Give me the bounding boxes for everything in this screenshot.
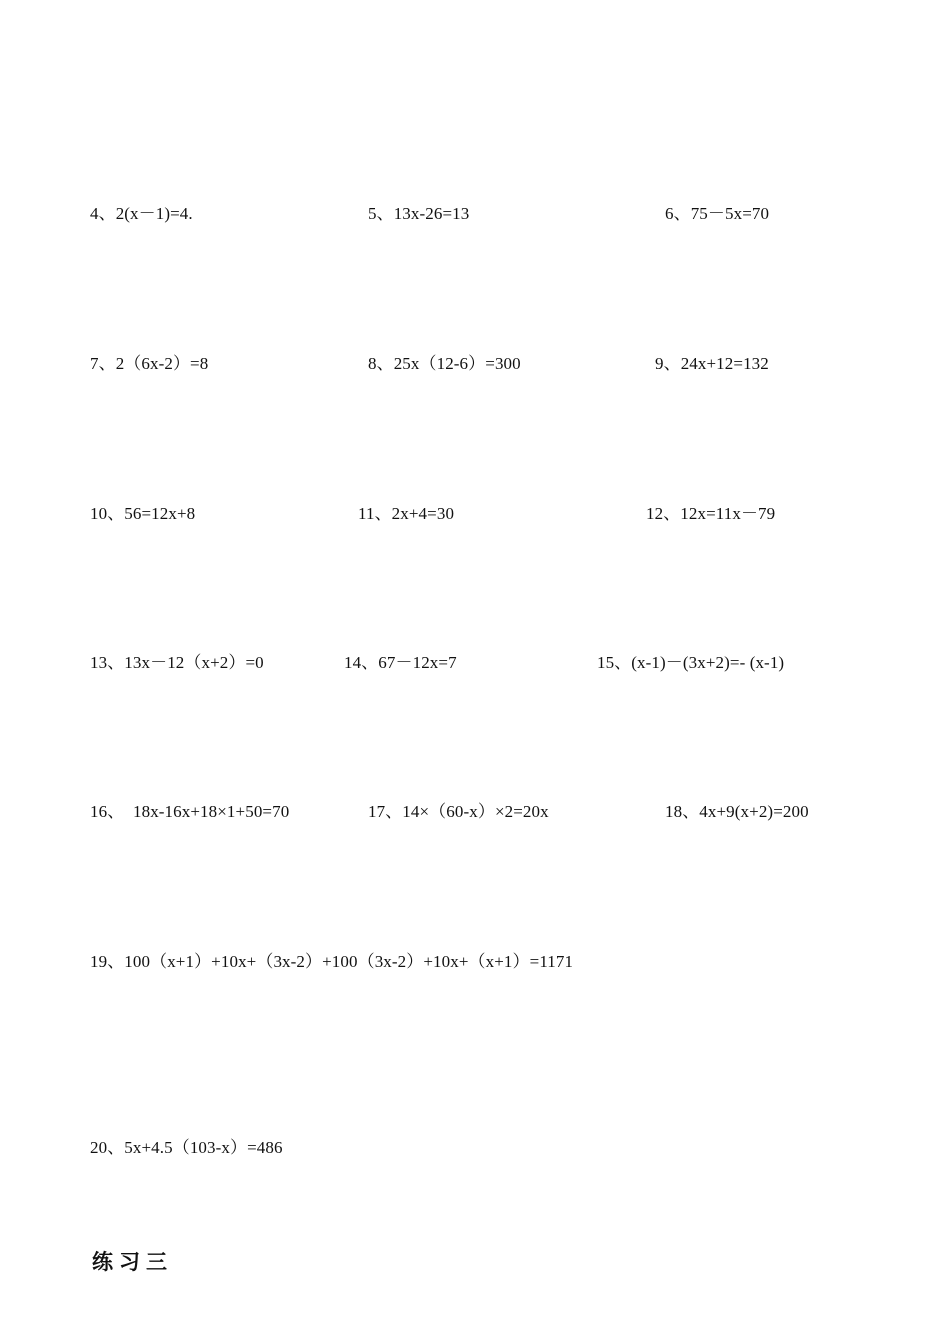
equation-9: 9、24x+12=132 [655, 354, 769, 373]
equation-10: 10、56=12x+8 [90, 504, 196, 523]
equation-15: 15、(x-1)－(3x+2)=- (x-1) [597, 653, 785, 672]
equation-8: 8、25x（12-6）=300 [368, 354, 521, 373]
equation-5: 5、13x-26=13 [368, 204, 470, 223]
equation-12: 12、12x=11x－79 [646, 504, 776, 523]
equation-6: 6、75－5x=70 [665, 204, 770, 223]
equation-17: 17、14×（60-x）×2=20x [368, 802, 549, 821]
equation-7: 7、2（6x-2）=8 [90, 354, 209, 373]
equation-19: 19、100（x+1）+10x+（3x-2）+100（3x-2）+10x+（x+1）=1171 [90, 952, 574, 971]
equation-18: 18、4x+9(x+2)=200 [665, 802, 809, 821]
equation-20: 20、5x+4.5（103-x）=486 [90, 1138, 283, 1157]
equation-11: 11、2x+4=30 [358, 504, 455, 523]
equation-13: 13、13x－12（x+2）=0 [90, 653, 264, 672]
equation-14: 14、67－12x=7 [344, 653, 457, 672]
equation-4: 4、2(x－1)=4. [90, 204, 193, 223]
section-title: 练习三 [92, 1250, 173, 1274]
equation-16: 16、 18x-16x+18×1+50=70 [90, 802, 290, 821]
